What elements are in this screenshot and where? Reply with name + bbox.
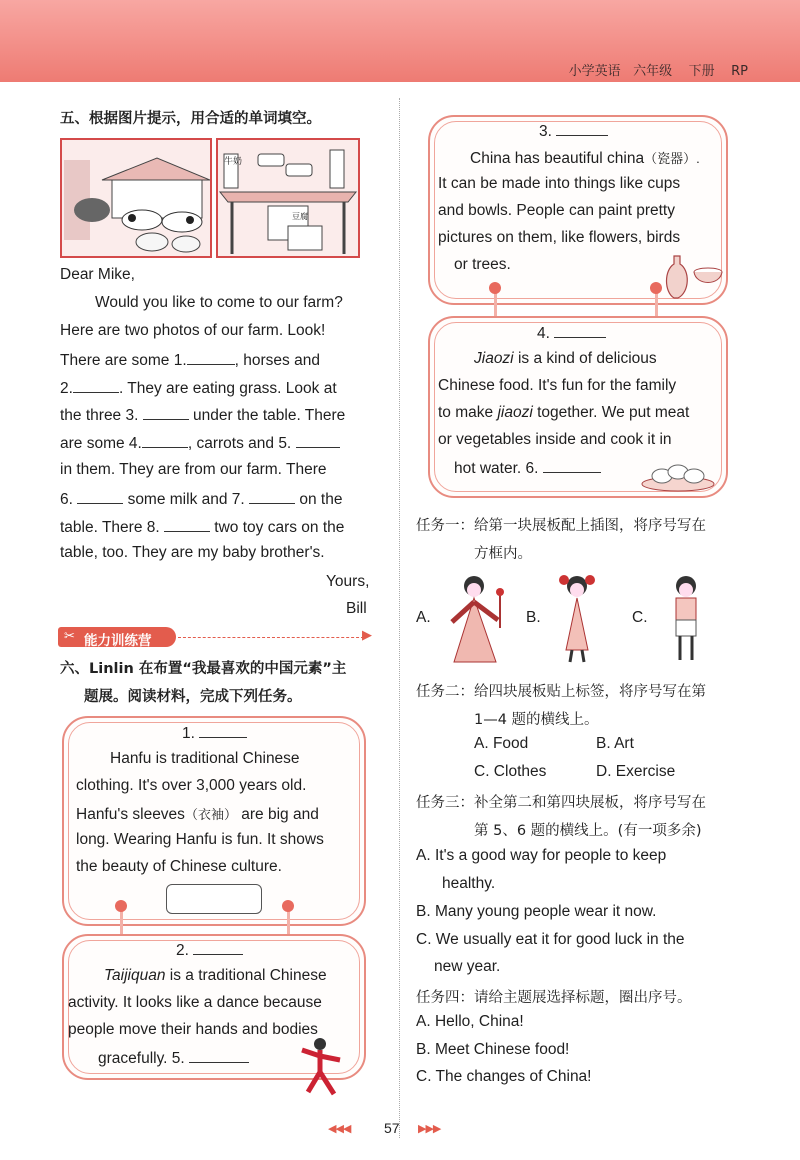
banner-dashline <box>178 637 364 638</box>
task4-option-b[interactable]: B. Meet Chinese food! <box>416 1041 570 1058</box>
task2-instruction-cont: 1—4 题的横线上。 <box>474 712 599 728</box>
blank-2[interactable] <box>73 378 119 393</box>
task4-option-c[interactable]: C. The changes of China! <box>416 1068 592 1085</box>
letter-line: table, too. They are my baby brother's. <box>60 544 325 561</box>
board2-text: Taijiquan is a traditional Chinese <box>104 967 327 984</box>
board2-text: gracefully. 5. <box>98 1048 249 1068</box>
board1-text: long. Wearing Hanfu is fun. It shows <box>76 831 324 848</box>
pin-icon <box>650 282 662 294</box>
board4-label-blank[interactable] <box>554 323 606 338</box>
board3-text: It can be made into things like cups <box>438 175 681 192</box>
blank-5[interactable] <box>296 433 340 448</box>
section5-title: 五、根据图片提示，用合适的单词填空。 <box>60 111 321 127</box>
board4-text: Jiaozi is a kind of delicious <box>474 350 657 367</box>
column-divider <box>399 98 400 1138</box>
board2-text: people move their hands and bodies <box>68 1021 318 1038</box>
task3-option-b: B. Many young people wear it now. <box>416 903 657 920</box>
header-subject: 小学英语 六年级 下册 RP <box>568 64 748 79</box>
farm-photo <box>60 138 212 258</box>
dumplings-icon <box>640 456 716 492</box>
letter-closing: Yours, <box>326 573 370 590</box>
board4-text: to make jiaozi together. We put meat <box>438 404 690 421</box>
letter-line: There are some 1. , horses and <box>60 352 320 369</box>
task2-option-a: A. Food <box>474 735 529 752</box>
board1-number: 1. <box>182 723 247 743</box>
page-number: 57 <box>384 1120 400 1136</box>
tofu-label: 豆腐 <box>292 212 308 221</box>
letter-line: are some 4. , carrots and 5. <box>60 433 340 453</box>
option-a-label: A. <box>416 609 431 626</box>
board3-text: China has beautiful china（瓷器）. <box>470 150 700 167</box>
letter-signature: Bill <box>346 600 367 617</box>
blank-5-board[interactable] <box>189 1048 249 1063</box>
section6-title: 六、Linlin 在布置“我最喜欢的中国元素”主 <box>60 661 347 677</box>
board3-text: or trees. <box>454 256 511 273</box>
board1-text: clothing. It's over 3,000 years old. <box>76 777 307 794</box>
farm-illustration <box>62 140 210 256</box>
board3-text: and bowls. People can paint pretty <box>438 202 675 219</box>
qipao-girl-icon[interactable] <box>554 572 600 664</box>
modern-girl-icon[interactable] <box>666 572 706 664</box>
task4-option-a[interactable]: A. Hello, China! <box>416 1013 524 1030</box>
footer-left-arrows-icon: ◀◀◀ <box>328 1122 351 1135</box>
board3-text: pictures on them, like flowers, birds <box>438 229 681 246</box>
board3-number: 3. <box>539 121 608 141</box>
task2-instruction: 任务二：给四块展板贴上标签，将序号写在第 <box>416 684 706 700</box>
milk-label: 牛奶 <box>224 157 243 167</box>
board1-text: Hanfu is traditional Chinese <box>110 750 300 767</box>
task2-option-c: C. Clothes <box>474 763 547 780</box>
option-c-label: C. <box>632 609 648 626</box>
task4-instruction: 任务四：请给主题展选择标题，圈出序号。 <box>416 990 692 1006</box>
board2-number: 2. <box>176 940 243 960</box>
blank-3[interactable] <box>143 405 189 420</box>
task3-option-c-cont: new year. <box>434 958 501 975</box>
option-b-label: B. <box>526 609 541 626</box>
blank-7[interactable] <box>249 489 295 504</box>
pin-icon <box>282 900 294 912</box>
board4-text: Chinese food. It's fun for the family <box>438 377 677 394</box>
letter-line: in them. They are from our farm. There <box>60 461 327 478</box>
board2-text: activity. It looks like a dance because <box>68 994 322 1011</box>
board4-text: or vegetables inside and cook it in <box>438 431 672 448</box>
blank-4[interactable] <box>142 433 188 448</box>
footer-right-arrows-icon: ▶▶▶ <box>418 1122 441 1135</box>
board1-text: Hanfu's sleeves（衣袖） are big and <box>76 806 319 823</box>
letter-line: 6. some milk and 7. on the <box>60 491 343 508</box>
board4-number: 4. <box>537 323 606 343</box>
porcelain-icon <box>662 252 726 302</box>
section6-title-cont: 题展。阅读材料，完成下列任务。 <box>84 689 302 705</box>
board1-label-blank[interactable] <box>199 723 247 738</box>
letter-line: the three 3. under the table. There <box>60 407 346 424</box>
task3-option-c: C. We usually eat it for good luck in the <box>416 931 685 948</box>
letter-line: table. There 8. two toy cars on the <box>60 519 345 536</box>
blank-6[interactable] <box>77 489 123 504</box>
pin-icon <box>489 282 501 294</box>
blank-8[interactable] <box>164 517 210 532</box>
board1-text: the beauty of Chinese culture. <box>76 858 282 875</box>
task1-instruction-cont: 方框内。 <box>474 546 532 562</box>
blank-1[interactable] <box>187 350 235 365</box>
board4-text: hot water. 6. <box>454 458 601 478</box>
letter-line: Here are two photos of our farm. Look! <box>60 322 326 339</box>
taiji-figure-icon <box>296 1036 344 1098</box>
pin-icon <box>115 900 127 912</box>
board2-label-blank[interactable] <box>193 940 243 955</box>
task3-option-a: A. It's a good way for people to keep <box>416 847 667 864</box>
task2-option-d: D. Exercise <box>596 763 676 780</box>
banner-arrow-icon: ▶ <box>362 628 372 643</box>
hanfu-girl-icon[interactable] <box>444 572 510 664</box>
task3-option-a-cont: healthy. <box>442 875 496 892</box>
letter-line: 2. . They are eating grass. Look at <box>60 380 337 397</box>
answer-box[interactable] <box>166 884 262 914</box>
task3-instruction: 任务三：补全第二和第四块展板，将序号写在 <box>416 795 706 811</box>
banner-icon: ✂ <box>64 629 75 644</box>
board3-label-blank[interactable] <box>556 121 608 136</box>
task2-option-b: B. Art <box>596 735 634 752</box>
blank-6-board[interactable] <box>543 458 601 473</box>
task3-instruction-cont: 第 5、6 题的横线上。(有一项多余) <box>474 823 702 839</box>
task1-instruction: 任务一：给第一块展板配上插图，将序号写在 <box>416 518 706 534</box>
banner-label: 能力训练营 <box>84 633 152 649</box>
letter-line: Would you like to come to our farm? <box>95 294 343 311</box>
letter-greeting: Dear Mike, <box>60 266 135 283</box>
